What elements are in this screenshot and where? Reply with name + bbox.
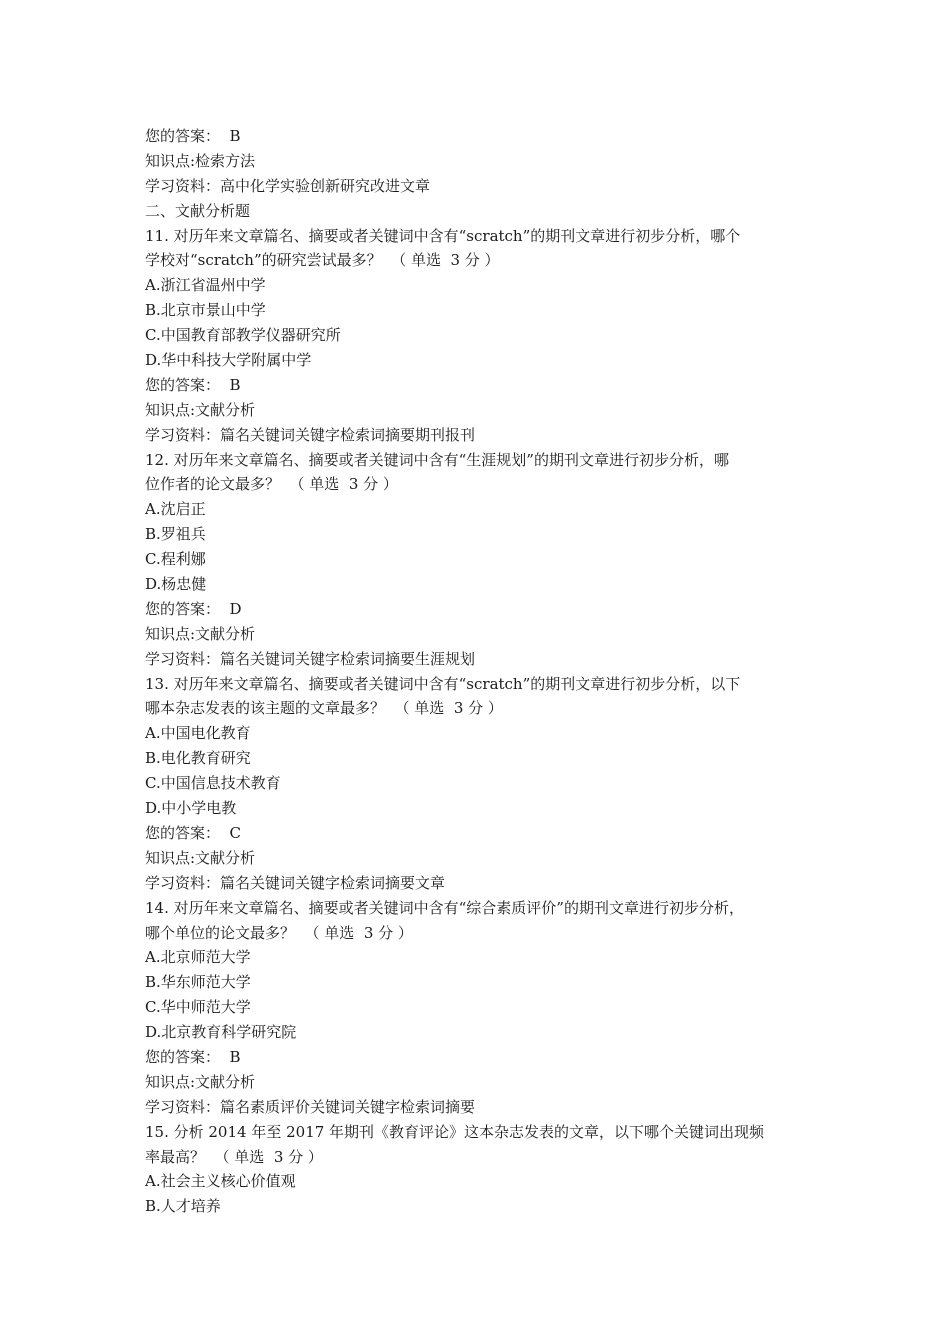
knowledge-point-line: 知识点:检索方法 [145, 151, 256, 170]
question-11-text: 11. 对历年来文章篇名、摘要或者关键词中含有“scratch”的期刊文章进行初步分析，哪个 [145, 226, 741, 245]
option-c: C.中国信息技术教育 [145, 774, 281, 793]
knowledge-point-line: 知识点:文献分析 [145, 624, 256, 643]
answer-line: 您的答案： B [145, 127, 241, 145]
answer-line: 您的答案： D [145, 599, 242, 618]
option-b: B.北京市景山中学 [145, 301, 266, 320]
answer-line: 您的答案： C [145, 823, 242, 842]
document-page [145, 124, 815, 1219]
study-material-line: 学习资料：篇名关键词关键字检索词摘要期刊报刊 [145, 425, 476, 444]
option-b: B.华东师范大学 [145, 973, 251, 992]
option-d: D.杨忠健 [145, 575, 207, 594]
option-b: B.罗祖兵 [145, 525, 206, 544]
option-a: A.中国电化教育 [145, 724, 251, 743]
question-11-text-cont: 学校对“scratch”的研究尝试最多？ （ 单选 3 分 ） [145, 251, 500, 270]
knowledge-point-line: 知识点:文献分析 [145, 400, 256, 419]
knowledge-point-line: 知识点:文献分析 [145, 848, 256, 867]
option-c: C.华中师范大学 [145, 998, 251, 1017]
study-material-line: 学习资料：高中化学实验创新研究改进文章 [145, 176, 431, 195]
question-13-text-cont: 哪本杂志发表的该主题的文章最多？ （ 单选 3 分 ） [145, 699, 503, 718]
answer-line: 您的答案： B [145, 375, 241, 394]
option-d: D.华中科技大学附属中学 [145, 351, 312, 370]
section-heading: 二、文献分析题 [145, 201, 251, 220]
option-a: A.浙江省温州中学 [145, 276, 266, 295]
question-14-text: 14. 对历年来文章篇名、摘要或者关键词中含有“综合素质评价”的期刊文章进行初步分析， [145, 898, 744, 917]
question-12-text: 12. 对历年来文章篇名、摘要或者关键词中含有“生涯规划”的期刊文章进行初步分析，哪 [145, 450, 729, 469]
option-b: B.电化教育研究 [145, 749, 251, 768]
question-12-text-cont: 位作者的论文最多？ （ 单选 3 分 ） [145, 475, 398, 494]
option-a: A.社会主义核心价值观 [145, 1172, 296, 1191]
option-b: B.人才培养 [145, 1197, 221, 1216]
question-14-text-cont: 哪个单位的论文最多？ （ 单选 3 分 ） [145, 923, 413, 942]
answer-line: 您的答案： B [145, 1047, 241, 1066]
option-a: A.沈启正 [145, 500, 206, 519]
option-d: D.北京教育科学研究院 [145, 1023, 297, 1042]
knowledge-point-line: 知识点:文献分析 [145, 1072, 256, 1091]
option-c: C.中国教育部教学仪器研究所 [145, 326, 341, 345]
question-13-text: 13. 对历年来文章篇名、摘要或者关键词中含有“scratch”的期刊文章进行初步分析，以下 [145, 674, 741, 693]
study-material-line: 学习资料：篇名关键词关键字检索词摘要生涯规划 [145, 649, 476, 668]
option-c: C.程利娜 [145, 550, 206, 569]
option-a: A.北京师范大学 [145, 948, 251, 967]
question-15-text: 15. 分析 2014 年至 2017 年期刊《教育评论》这本杂志发表的文章，以下哪个关键词出现频 [145, 1122, 765, 1141]
study-material-line: 学习资料：篇名关键词关键字检索词摘要文章 [145, 873, 446, 892]
study-material-line: 学习资料：篇名素质评价关键词关键字检索词摘要 [145, 1097, 476, 1116]
option-d: D.中小学电教 [145, 799, 237, 818]
question-15-text-cont: 率最高？ （ 单选 3 分 ） [145, 1147, 323, 1166]
